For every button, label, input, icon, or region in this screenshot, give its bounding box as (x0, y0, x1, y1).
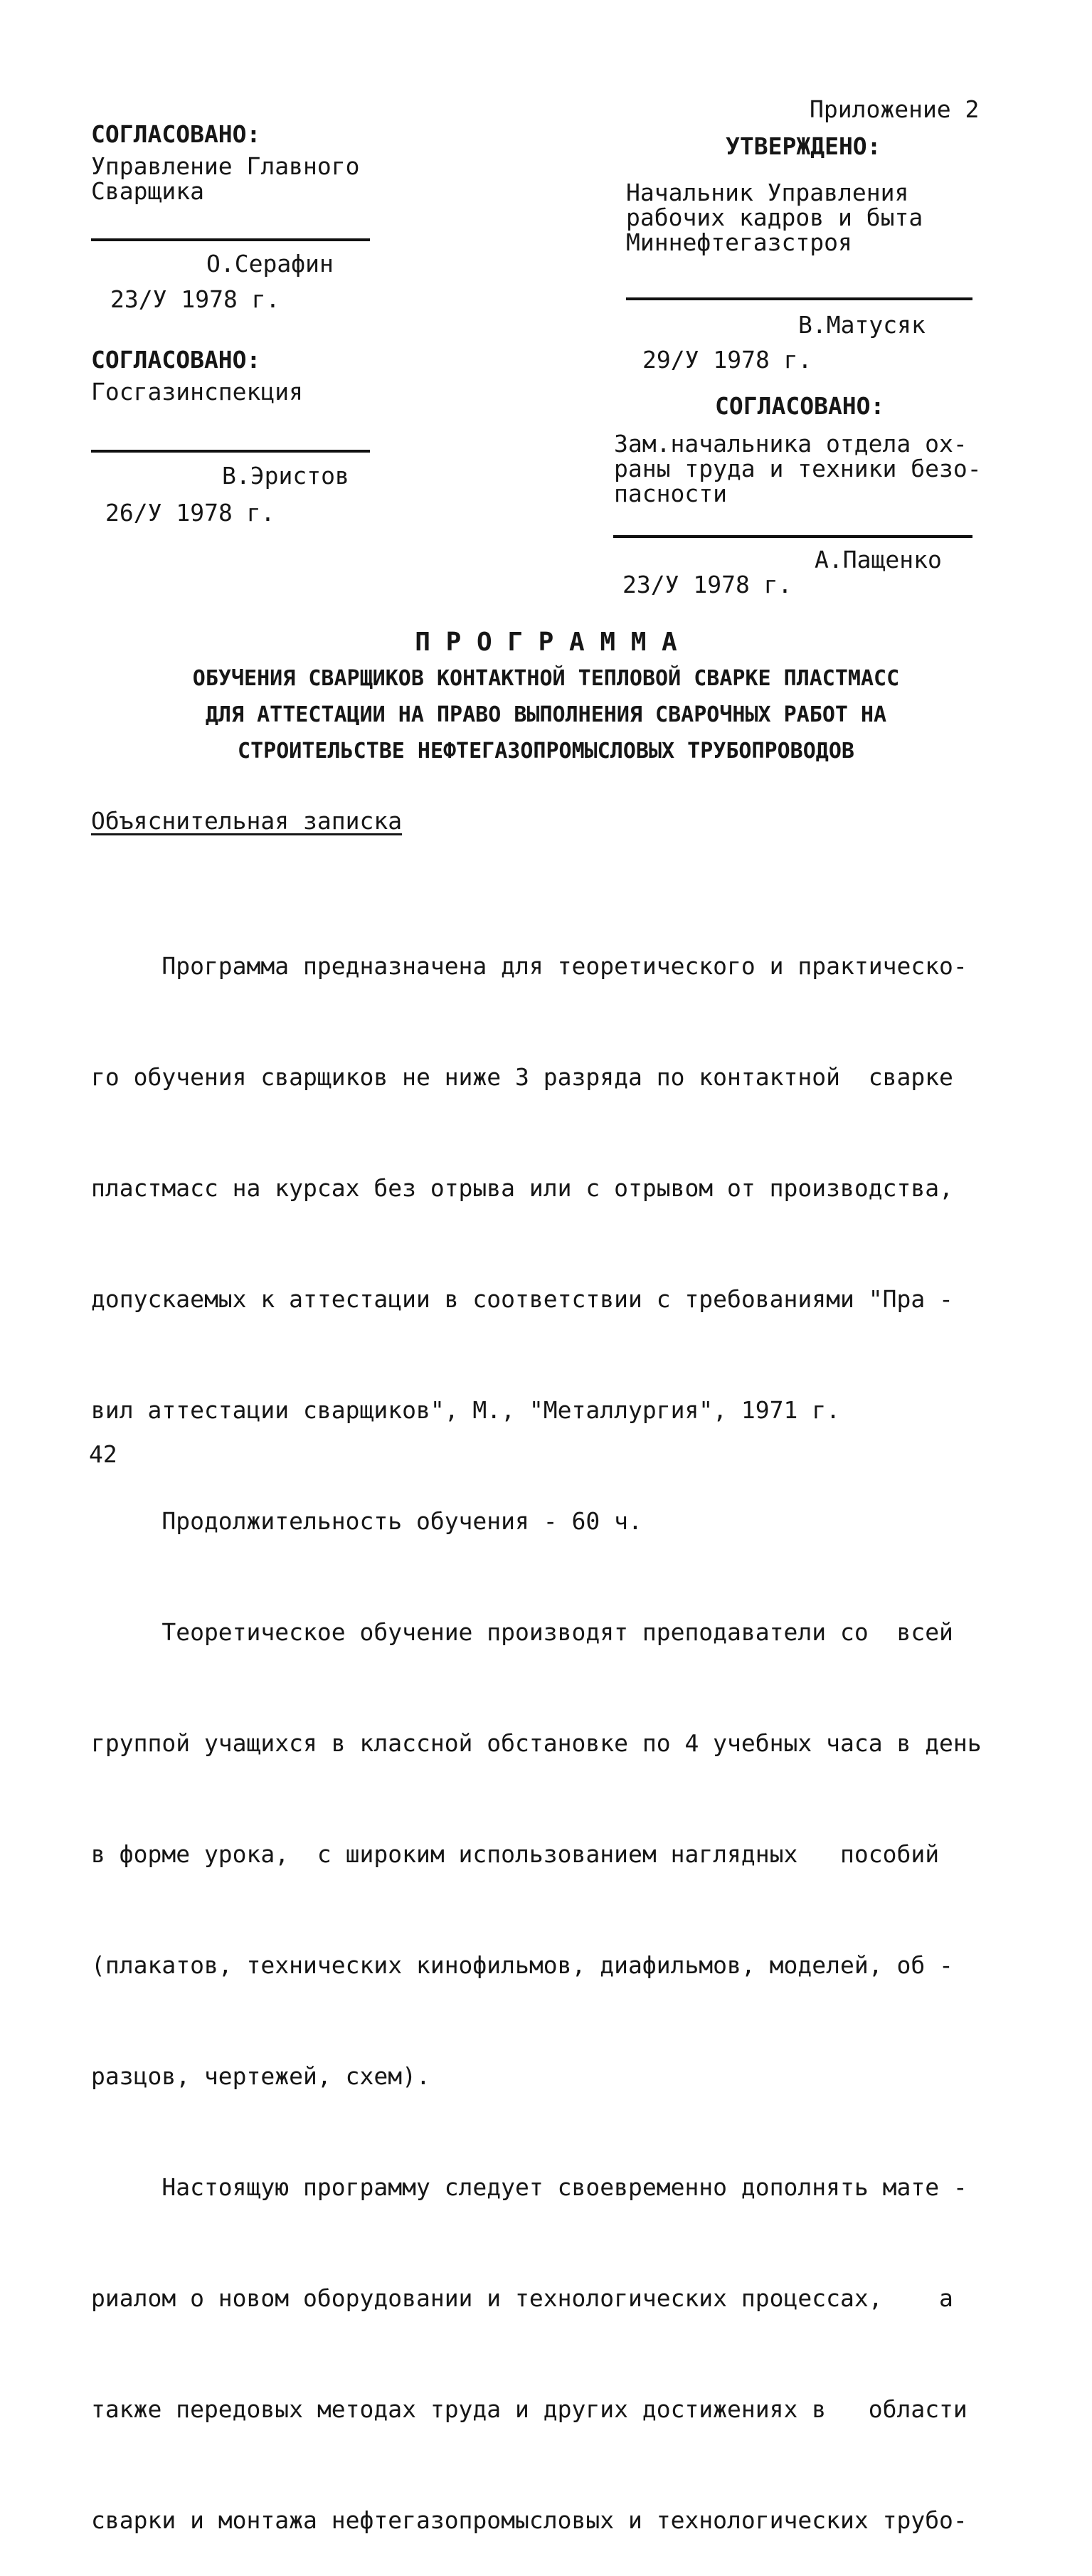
body-line: разцов, чертежей, схем). (91, 2062, 430, 2090)
body-line: риалом о новом оборудовании и технологических процессах, а (91, 2284, 953, 2312)
body-line: Продолжительность обучения - 60 ч. (91, 1507, 642, 1535)
left-approval-header: СОГЛАСОВАНО: (91, 120, 261, 148)
right-signature-rule-1 (626, 297, 972, 300)
right-agreed-org-line1: Зам.начальника отдела ох- (614, 430, 968, 458)
left-agreed-header: СОГЛАСОВАНО: (91, 346, 261, 374)
body-line: Настоящую программу следует своевременно дополнять мате - (91, 2173, 968, 2201)
document-subtitle-line2: ДЛЯ АТТЕСТАЦИИ НА ПРАВО ВЫПОЛНЕНИЯ СВАРОЧНЫХ РАБОТ НА (205, 702, 887, 727)
body-text (91, 874, 982, 2576)
right-approved-org-line3: Миннефтегазстроя (626, 228, 852, 256)
body-line: вил аттестации сварщиков", М., "Металлургия", 1971 г. (91, 1396, 840, 1424)
right-date-1: 29/У 1978 г. (642, 346, 812, 374)
left-signature-rule-1 (91, 238, 370, 241)
body-line: го обучения сварщиков не ниже 3 разряда по контактной сварке (91, 1063, 953, 1091)
page-number: 42 (89, 1440, 117, 1468)
body-line: также передовых методах труда и других достижениях в области (91, 2395, 968, 2423)
left-date-1: 23/У 1978 г. (110, 285, 280, 313)
right-signature-rule-2 (613, 535, 972, 538)
right-approved-header: УТВЕРЖДЕНО: (726, 132, 881, 160)
left-signatory-2: В.Эристов (222, 462, 349, 490)
body-line: Программа предназначена для теоретического и практическо- (91, 952, 968, 980)
right-approved-org-line2: рабочих кадров и быта (626, 204, 923, 231)
body-line: пластмасс на курсах без отрыва или с отрывом от производства, (91, 1174, 953, 1202)
left-date-2: 26/У 1978 г. (105, 499, 275, 527)
left-approval-org-line2: Сварщика (91, 177, 204, 205)
document-subtitle-line3: СТРОИТЕЛЬСТВЕ НЕФТЕГАЗОПРОМЫСЛОВЫХ ТРУБОПРОВОДОВ (238, 739, 854, 764)
right-agreed-header: СОГЛАСОВАНО: (715, 392, 885, 420)
left-signatory-1: О.Серафин (206, 250, 334, 278)
body-line: в форме урока, с широким использованием наглядных пособий (91, 1840, 940, 1868)
right-signatory-1: В.Матусяк (798, 311, 926, 339)
document-title: П Р О Г Р А М М А (415, 628, 677, 657)
body-line: Теоретическое обучение производят преподаватели со всей (91, 1618, 953, 1646)
left-approval-org-line1: Управление Главного (91, 152, 360, 180)
body-line: допускаемых к аттестации в соответствии с требованиями "Пра - (91, 1285, 953, 1313)
document-subtitle-line1: ОБУЧЕНИЯ СВАРЩИКОВ КОНТАКТНОЙ ТЕПЛОВОЙ СВАРКЕ ПЛАСТМАСС (192, 666, 900, 691)
right-agreed-org-line2: раны труда и техники безо- (614, 455, 982, 482)
body-line: группой учащихся в классной обстановке по 4 учебных часа в день (91, 1729, 982, 1757)
body-line: (плакатов, технических кинофильмов, диафильмов, моделей, об - (91, 1951, 953, 1979)
right-date-2: 23/У 1978 г. (622, 571, 793, 598)
section-heading: Объяснительная записка (91, 807, 403, 835)
left-agreed-org-line1: Госгазинспекция (91, 378, 304, 406)
right-approved-org-line1: Начальник Управления (626, 179, 909, 206)
appendix-label: Приложение 2 (810, 95, 980, 123)
right-agreed-org-line3: пасности (614, 480, 727, 507)
left-signature-rule-2 (91, 450, 370, 453)
right-signatory-2: А.Пащенко (815, 546, 942, 574)
body-line: сварки и монтажа нефтегазопромысловых и технологических трубо- (91, 2506, 968, 2534)
